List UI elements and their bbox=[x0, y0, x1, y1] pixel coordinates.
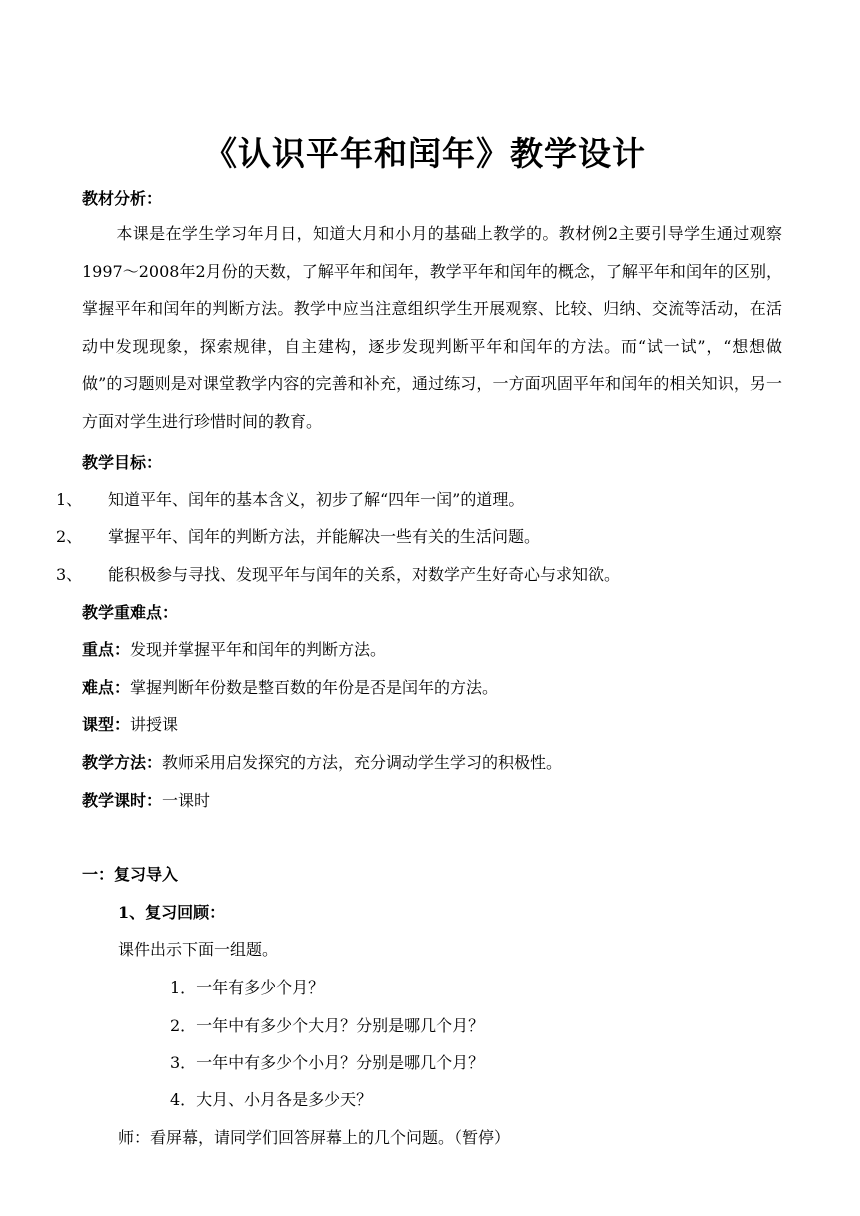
document-title: 《认识平年和闰年》教学设计 bbox=[204, 134, 646, 173]
focus-label: 重点： bbox=[82, 640, 131, 659]
goal-number: 1、 bbox=[56, 490, 83, 509]
key-points-heading: 教学重难点： bbox=[82, 603, 179, 622]
section-intro: 课件出示下面一组题。 bbox=[118, 940, 279, 959]
lesson-type-label: 课型： bbox=[82, 715, 131, 734]
lesson-type-text: 讲授课 bbox=[130, 715, 179, 734]
analysis-heading: 教材分析： bbox=[82, 189, 163, 208]
difficulty-line bbox=[82, 675, 498, 698]
goal-text: 知道平年、闰年的基本含义，初步了解“四年一闰”的道理。 bbox=[108, 490, 525, 509]
lesson-type-line bbox=[82, 712, 178, 735]
method-text: 教师采用启发探究的方法，充分调动学生学习的积极性。 bbox=[162, 753, 563, 772]
hours-label: 教学课时： bbox=[82, 791, 163, 810]
analysis-body: 本课是在学生学习年月日，知道大月和小月的基础上教学的。教材例2主要引导学生通过观察1997～2008年2月份的天数，了解平年和闰年，教学平年和闰年的概念，了解平年和闰年的区别，掌握平年和闰年的判断方法。教学中应当注意组织学生开展观察、比较、归纳、交流等活动，在活动中发现现象，探索规律，自主建构，逐步发现判断平年和闰年的方法。而“试一试”，“想想做做”的习题则是对课堂教学内容的完善和补充，通过练习，一方面巩固平年和闰年的相关知识，另一方面对学生进行珍惜时间的教育。 bbox=[82, 224, 782, 431]
hours-line bbox=[82, 788, 210, 811]
question-item: 3．一年中有多少个小月？分别是哪几个月？ bbox=[170, 1053, 485, 1072]
goals-heading: 教学目标： bbox=[82, 453, 163, 472]
section-heading: 一：复习导入 bbox=[82, 865, 179, 884]
analysis-paragraph bbox=[82, 215, 782, 440]
focus-text: 发现并掌握平年和闰年的判断方法。 bbox=[130, 640, 387, 659]
difficulty-label: 难点： bbox=[82, 678, 131, 697]
goal-number: 3、 bbox=[56, 565, 83, 584]
question-item: 1．一年有多少个月？ bbox=[170, 978, 325, 997]
goal-text: 能积极参与寻找、发现平年与闰年的关系，对数学产生好奇心与求知欲。 bbox=[108, 565, 621, 584]
method-label: 教学方法： bbox=[82, 753, 163, 772]
focus-line bbox=[82, 637, 386, 660]
difficulty-text: 掌握判断年份数是整百数的年份是否是闰年的方法。 bbox=[130, 678, 499, 697]
hours-text: 一课时 bbox=[162, 791, 211, 810]
teacher-line: 师：看屏幕，请同学们回答屏幕上的几个问题。（暂停） bbox=[118, 1128, 511, 1147]
question-item: 4．大月、小月各是多少天？ bbox=[170, 1090, 373, 1109]
question-item: 2．一年中有多少个大月？分别是哪几个月？ bbox=[170, 1016, 485, 1035]
sub-heading: 1、复习回顾： bbox=[118, 903, 226, 922]
goal-number: 2、 bbox=[56, 527, 83, 546]
method-line bbox=[82, 750, 562, 773]
goal-text: 掌握平年、闰年的判断方法，并能解决一些有关的生活问题。 bbox=[108, 527, 541, 546]
